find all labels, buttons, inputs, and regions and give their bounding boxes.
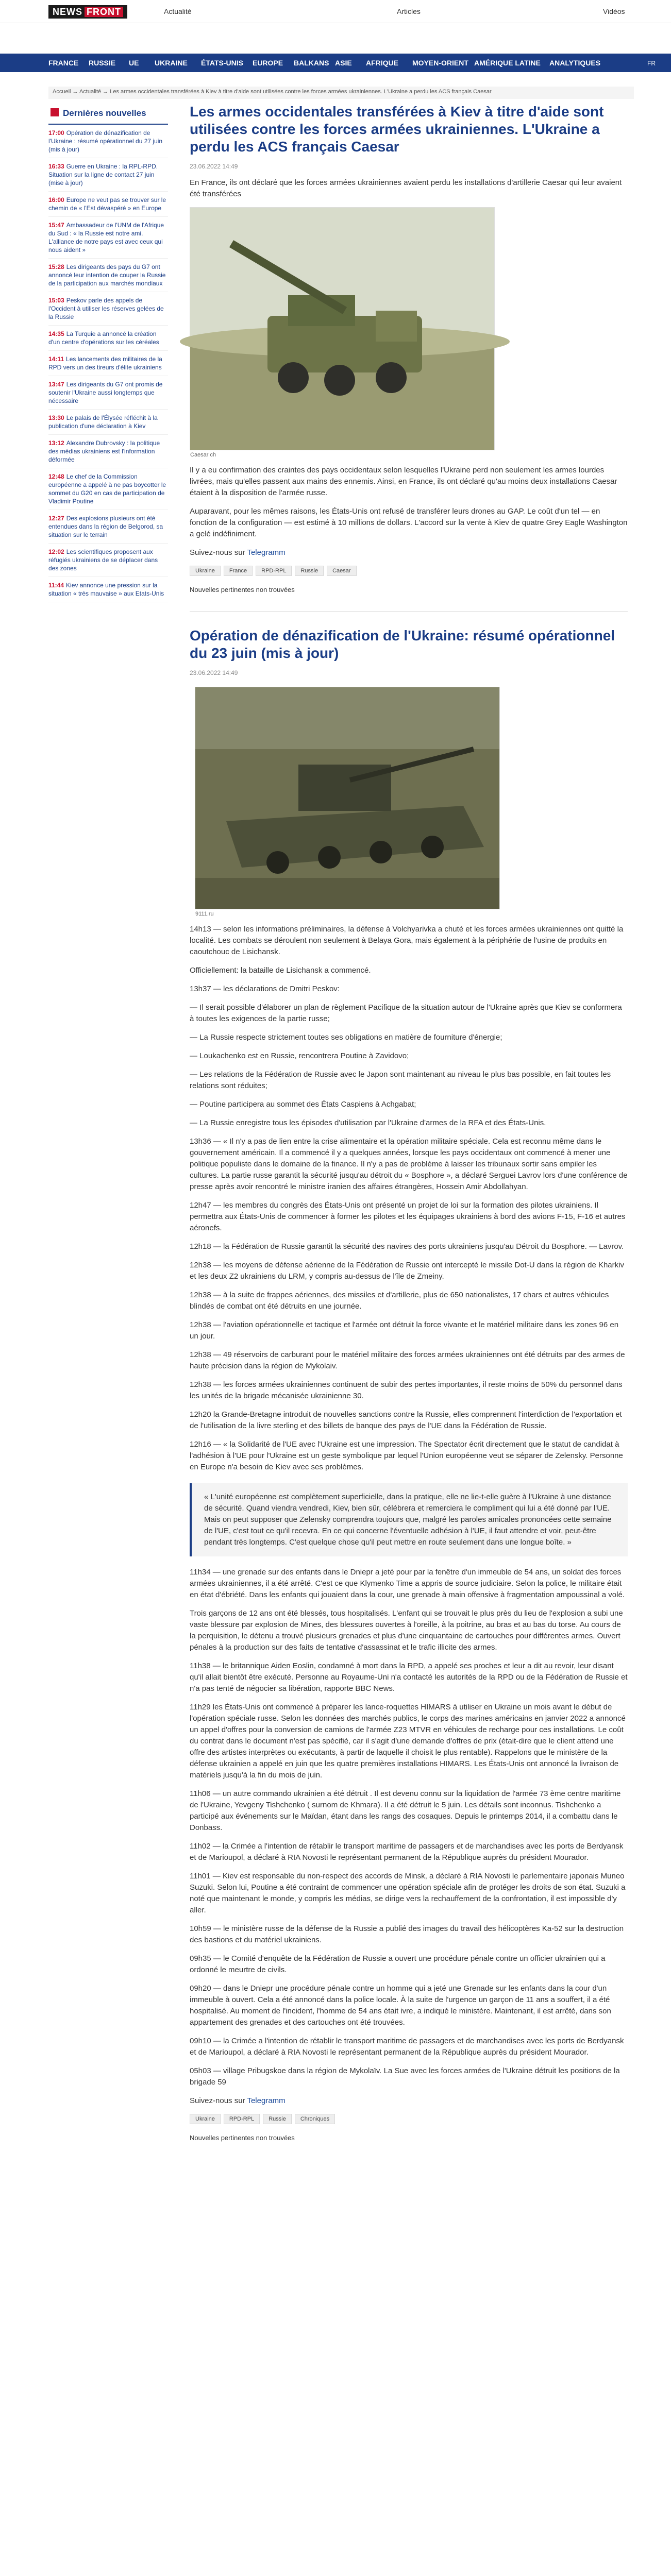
sidebar-news-item[interactable]: 15:03 Peskov parle des appels de l'Occident à utiliser les réserves gelées de la Russie xyxy=(48,292,168,326)
sidebar-news-item[interactable]: 12:02 Les scientifiques proposent aux réfugiés ukrainiens de se déplacer dans des zones xyxy=(48,544,168,577)
article2-paragraph: 13h36 — « Il n'y a pas de lien entre la crise alimentaire et la opération militaire spéciale. Cela est reconnu même dans le gouvernement américain. Il a commencé il y a quelques années, lorsque les pays occidentaux ont commencé à mener une politique populiste dans le domaine de la finance. Il n'y a pas de problème à laisser les tribunaux sortir sans empiler les cultures. La partie russe garantit la sécurité jusqu'au détroit du « Bosphore », a déclaré Serguei Lavrov lors d'une conférence de presse après avoir rencontré le ministre iranien des affaires étrangères, Hossein Amir Abdollahyan. xyxy=(190,1137,628,1191)
divider xyxy=(190,611,628,612)
article1-lead: En France, ils ont déclaré que les forces armées ukrainiennes avaient perdu les installations d'artillerie Caesar qui leur avaient été transférées xyxy=(190,178,622,198)
article2-paragraph: — La Russie respecte strictement toutes ses obligations en matière de fourniture d'énergie; xyxy=(190,1033,502,1042)
nav-moyen-orient[interactable]: MOYEN-ORIENT xyxy=(412,59,468,67)
article2-follow: Suivez-nous sur Telegramm xyxy=(190,2096,286,2105)
article2-paragraph: 12h20 la Grande-Bretagne introduit de nouvelles sanctions contre la Russie, elles comprennent l'interdiction de l'exportation et de l'utilisation de la livre sterling et des billets de banque des pays de l'UE dans la Fédération de Russie. xyxy=(190,1410,622,1430)
sidebar-news-item[interactable]: 15:47 Ambassadeur de l'UNM de l'Afrique du Sud : « la Russie est notre ami. L'alliance de notre pays est avec ceux qui nous aident » xyxy=(48,217,168,259)
article2-caption: 9111.ru xyxy=(195,911,214,917)
tag[interactable]: Ukraine xyxy=(190,566,221,576)
nav-france[interactable]: FRANCE xyxy=(48,59,79,67)
article2-date: 23.06.2022 14:49 xyxy=(190,669,238,676)
logo-news: NEWS xyxy=(53,7,82,17)
article2-paragraph: — Les relations de la Fédération de Russie avec le Japon sont maintenant au niveau le plus bas possible, en fait toutes les relations sont réduites; xyxy=(190,1070,611,1090)
sidebar-title: Dernières nouvelles xyxy=(48,105,168,125)
article2-paragraph: 11h38 — le britannique Aiden Eoslin, condamné à mort dans la RPD, a appelé ses proches et leur a dit au revoir, leur disant qu'il allait bientôt être exécuté. Personne au Royaume-Uni n'a contacté les autorités de la RPD ou de la Fédération de Russie et n'a pas tenté de négocier sa libération, rapporte BBC News. xyxy=(190,1662,628,1693)
article2-paragraph: 09h20 — dans le Dniepr une procédure pénale contre un homme qui a jeté une Grenade sur les enfants dans la cour d'un immeuble à ouvert. Cela a été annoncé dans la police locale. À la suite de l'urgence un garçon de 11 ans a souffert, il a été hospitalisé. Au moment de l'incident, l'homme de 54 ans était ivre, a indiqué le ministère. Maintenant, il est arrêté, dans son appartement des grenades et des cartouches ont été trouvées. xyxy=(190,1984,611,2027)
sidebar-news-item[interactable]: 12:48 Le chef de la Commission européenne a appelé à ne pas boycotter le sommet du G20 en cas de participation de Vladimir Poutine xyxy=(48,468,168,510)
tag[interactable]: Chroniques xyxy=(295,2114,335,2124)
sidebar-news-item[interactable]: 16:33 Guerre en Ukraine : la RPL-RPD. Situation sur la ligne de contact 27 juin (mise à jour) xyxy=(48,158,168,192)
article1-tags xyxy=(190,566,628,576)
article2-paragraph: 11h29 les États-Unis ont commencé à préparer les lance-roquettes HIMARS à utiliser en Ukraine un mois avant le début de l'opération spéciale russe. Selon les données des marchés publics, le corps des marines américains en janvier 2022 a annoncé un appel d'offres pour la conversion de camions de l'armée Z23 MTVR en véhicules de recharge pour ces installations. Le coût du contrat dans le document n'est pas spécifié, car il s'agit d'une demande d'offres de prix (était-dire que le client attend une offre des artistes interprètes ou exécutants, à partir de laquelle il choisit le plus rentable). Rappelons que le ministère de la défense ukrainien a appelé en juin que les quatre premières installations HIMARS. Les États-Unis ont annoncé la livraison de matériels jusqu'à la fin du mois de juin. xyxy=(190,1703,626,1780)
article2-paragraph: — Loukachenko est en Russie, rencontrera Poutine à Zavidovo; xyxy=(190,1052,409,1060)
main-nav xyxy=(0,54,671,72)
tag[interactable]: RPD-RPL xyxy=(256,566,292,576)
article2-paragraph: 12h16 — « la Solidarité de l'UE avec l'Ukraine est une impression. The Spectator écrit directement que le statut de candidat à l'adhésion à l'UE pour l'Ukraine est un geste symbolique par lequel l'Union européenne veut se séparer de Zelensky. Personne en Europe n'a besoin de Kiev avec ses problèmes. xyxy=(190,1440,623,1471)
article2-image xyxy=(195,687,500,917)
armored-vehicle-image xyxy=(195,687,499,909)
sidebar-news-item[interactable]: 13:12 Alexandre Dubrovsky : la politique des médias ukrainiens est l'information déformée xyxy=(48,435,168,468)
article1-title: Les armes occidentales transférées à Kiev à titre d'aide sont utilisées contre les forces armées ukrainiennes. L'Ukraine a perdu les ACS français Caesar xyxy=(190,104,604,155)
article2-paragraph: 10h59 — le ministère russe de la défense de la Russie a publié des images du travail des hélicoptères Ka-52 sur la destruction des bastions et du matériel ukrainiens. xyxy=(190,1924,624,1944)
article2-paragraph: — La Russie enregistre tous les épisodes d'utilisation par l'Ukraine d'armes de la RFA et des États-Unis. xyxy=(190,1118,546,1127)
article2-paragraph: 11h34 — une grenade sur des enfants dans le Dniepr a jeté pour par la fenêtre d'un immeuble de 54 ans, un soldat des forces armées ukrainiennes, il a été arrêté. C'est ce que Klymenko Time a appris de source judiciaire. Selon la police, le militaire était en état d'ébriété. Dans les enfants qui jouaient dans la cour, une grenade à main offensive à fragmentation ampoussinal a volé. xyxy=(190,1568,625,1599)
article2-paragraph: 13h37 — les déclarations de Dmitri Peskov: xyxy=(190,985,340,993)
article2-paragraph: 12h38 — à la suite de frappes aériennes, des missiles et d'artillerie, plus de 650 nationalistes, 17 chars et autres véhicules blindés de combat ont été détruits en une journée. xyxy=(190,1291,609,1311)
nav-asie[interactable]: ASIE xyxy=(335,59,352,67)
tag[interactable]: Ukraine xyxy=(190,2114,221,2124)
article2-paragraph: 11h01 — Kiev est responsable du non-respect des accords de Minsk, a déclaré à RIA Novosti le parlementaire japonais Muneo Suzuki. Selon lui, Poutine a été contraint de commencer une opération spéciale afin de protéger les droits de son état. Suzuki a noté que maintenant le monde, y compris les médias, se dirige vers la rechauffement de la confrontation, il est impossible d'y aller. xyxy=(190,1872,626,1914)
lang-switch[interactable]: FR xyxy=(647,60,656,67)
article1-caption: Caesar ch xyxy=(190,452,216,458)
article2-paragraph: Trois garçons de 12 ans ont été blessés, tous hospitalisés. L'enfant qui se trouvait le plus près du lieu de l'explosion a subi une vaste blessure par explosion de Mines, des blessures ouvertes à l'oreille, à la poitrine, au bras et au bas du torse. Au cours de la perquisition, le détenu a trouvé plusieurs grenades et plus d'une cinquantaine de cartouches pour différentes armes. Ouvert pénales à la production sur des faits de tentative d'assassinat et le trafic illicite des armes. xyxy=(190,1609,623,1652)
sidebar-news-item[interactable]: 13:47 Les dirigeants du G7 ont promis de soutenir l'Ukraine aussi longtemps que nécessaire xyxy=(48,376,168,410)
tag[interactable]: RPD-RPL xyxy=(224,2114,260,2124)
article2-paragraph: — Poutine participera au sommet des États Caspiens à Achgabat; xyxy=(190,1100,416,1109)
main-content xyxy=(190,103,628,2151)
sidebar-news-item[interactable]: 15:28 Les dirigeants des pays du G7 ont annoncé leur intention de couper la Russie de la participation aux marchés mondiaux xyxy=(48,259,168,292)
logo[interactable] xyxy=(48,5,127,19)
news-icon xyxy=(51,108,59,116)
sidebar-news-item[interactable]: 11:44 Kiev annonce une pression sur la situation « très mauvaise » aux Etats-Unis xyxy=(48,577,168,602)
article2-title: Opération de dénazification de l'Ukraine: résumé opérationnel du 23 juin (mis à jour) xyxy=(190,628,615,661)
article2-paragraph: 11h02 — la Crimée a l'intention de rétablir le transport maritime de passagers et de marchandises avec les ports de Berdyansk et de Marioupol, a déclaré à RIA Novosti le représentant permanent de la République auprès du président Mourador. xyxy=(190,1842,624,1862)
nav-amerique-latine[interactable]: AMÉRIQUE LATINE xyxy=(474,59,541,67)
article1-related: Nouvelles pertinentes non trouvées xyxy=(190,586,295,594)
article2-paragraph: Officiellement: la bataille de Lisichansk a commencé. xyxy=(190,966,371,975)
telegram-link[interactable]: Telegramm xyxy=(247,2096,286,2105)
article2-paragraph: 12h38 — l'aviation opérationnelle et tactique et l'armée ont détruit la force vivante et le matériel militaire dans les zones 96 en un jour. xyxy=(190,1320,619,1341)
sidebar xyxy=(48,105,168,602)
article1-paragraph: Auparavant, pour les mêmes raisons, les États-Unis ont refusé de transférer leurs drones au GAP. Le coût d'un tel — en fonction de la configuration — est estimé à 10 millions de dollars. L'accord sur la vente à Kiev de quatre Grey Eagle Washington a gelé indéfiniment. xyxy=(190,507,628,538)
topnav-videos[interactable]: Vidéos xyxy=(603,7,625,15)
article2-paragraph: — Il serait possible d'élaborer un plan de règlement Pacifique de la situation autour de l'Ukraine après que Kiev se conformera à toutes les exigences de la partie russe; xyxy=(190,1003,622,1023)
nav-balkans[interactable]: BALKANS xyxy=(294,59,329,67)
nav-europe[interactable]: EUROPE xyxy=(253,59,283,67)
tag[interactable]: Russie xyxy=(295,566,324,576)
topnav-actualite[interactable]: Actualité xyxy=(164,7,192,15)
nav-etats-unis[interactable]: ÉTATS-UNIS xyxy=(201,59,243,67)
article2-related: Nouvelles pertinentes non trouvées xyxy=(190,2134,295,2142)
article2-tags xyxy=(190,2114,628,2124)
article2-paragraph: 12h38 — les moyens de défense aérienne de la Fédération de Russie ont intercepté le missile Dot-U dans la région de Kharkiv et les deux Z2 ukrainiens du LRM, y compris au-dessus de l'île de Zmeiny. xyxy=(190,1261,624,1281)
topnav-articles[interactable]: Articles xyxy=(397,7,421,15)
top-bar xyxy=(0,0,671,23)
breadcrumb[interactable]: Accueil → Actualité → Les armes occidentales transférées à Kiev à titre d'aide sont utilisées contre les forces armées ukrainiennes. L'Ukraine a perdu les ACS français Caesar xyxy=(48,87,634,99)
sidebar-news-item[interactable]: 12:27 Des explosions plusieurs ont été entendues dans la région de Belgorod, sa situation sur le terrain xyxy=(48,510,168,544)
article2-paragraph: 11h06 — un autre commando ukrainien a été détruit . Il est devenu connu sur la liquidation de l'armée 73 ème centre maritime de l'Ukraine, Yevgeny Tishchenko ( surnom de Khmara). Il a été détruit le 5 juin. Les détails sont inconnus. Tishchenko a participé aux événements sur le Maïdan, étant dans les rangs des cosaques. Depuis le printemps 2014, il a combattu dans le Donbass. xyxy=(190,1789,621,1832)
article1-paragraph: Il y a eu confirmation des craintes des pays occidentaux selon lesquelles l'Ukraine perd non seulement les armes lourdes livrées, mais qu'elles passent aux mains des ennemis. Ainsi, en France, ils ont déclaré qu'au moins deux installations Caesar étaient à la disposition de l'armée russe. xyxy=(190,466,617,497)
logo-front: FRONT xyxy=(85,7,123,17)
tag[interactable]: Caesar xyxy=(327,566,356,576)
article1-follow: Suivez-nous sur Telegramm xyxy=(190,548,286,557)
nav-russie[interactable]: RUSSIE xyxy=(89,59,116,67)
article2-paragraph: 12h47 — les membres du congrès des États-Unis ont présenté un projet de loi sur la formation des pilotes ukrainiens. Il permettra aux États-Unis de commencer à former les pilotes et les équipages ukrainiens à bord des avions F-15, F-16 et autres aéronefs. xyxy=(190,1201,626,1232)
article2-paragraph: 05h03 — village Pribugskoe dans la région de Mykolaïv. La Sue avec les forces armées de l'Ukraine détruit les positions de la brigade 59 xyxy=(190,2066,620,2087)
caesar-artillery-image xyxy=(190,208,494,450)
article2-paragraph: 09h35 — le Comité d'enquête de la Fédération de Russie a ouvert une procédure pénale contre un officier ukrainien qui a ordonné le meurtre de civils. xyxy=(190,1954,606,1974)
article1-image xyxy=(190,207,495,458)
sidebar-news-item[interactable]: 17:00 Opération de dénazification de l'Ukraine : résumé opérationnel du 27 juin (mis à jour) xyxy=(48,125,168,158)
article1-date: 23.06.2022 14:49 xyxy=(190,163,238,170)
sidebar-news-item[interactable]: 14:11 Les lancements des militaires de la RPD vers un des tireurs d'élite ukrainiens xyxy=(48,351,168,376)
sidebar-news-item[interactable]: 16:00 Europe ne veut pas se trouver sur le chemin de « l'Est dévaspéré » en Europe xyxy=(48,192,168,217)
article2-quote: « L'unité européenne est complètement superficielle, dans la pratique, elle ne lie-t-elle guère à l'Ukraine à une distance de sécurité. Quand viendra vendredi, Kiev, bien sûr, célébrera et remerciera le compliment qui lui a été donné par l'UE. Mais on peut supposer que Zelensky comprendra toujours que, malgré les paroles amicales prononcées cette semaine de l'UE, c'est tout ce qu'il recevra. En ce qui concerne l'éventuelle adhésion à l'UE, il faut attendre et voir, peut-être pendant très longtemps. C'est quelque chose qu'il peut mettre en route seulement dans une longue boîte. » xyxy=(190,1483,628,1556)
article2-paragraph: 12h18 — la Fédération de Russie garantit la sécurité des navires des ports ukrainiens jusqu'au Détroit du Bosphore. — Lavrov. xyxy=(190,1242,624,1251)
article2-paragraph: 14h13 — selon les informations préliminaires, la défense à Volchyarivka a chuté et les forces armées ukrainiennes ont quitté la localité. Les combats se déroulent non seulement à Belaya Gora, mais également à la périphérie de l'usine de produits en caoutchouc de Lisichansk. xyxy=(190,925,624,956)
sidebar-news-item[interactable]: 13:30 Le palais de l'Élysée réfléchit à la publication d'une déclaration à Kiev xyxy=(48,410,168,435)
nav-ukraine[interactable]: UKRAINE xyxy=(155,59,188,67)
telegram-link[interactable]: Telegramm xyxy=(247,548,286,557)
sidebar-news-item[interactable]: 14:35 La Turquie a annoncé la création d'un centre d'opérations sur les céréales xyxy=(48,326,168,351)
nav-afrique[interactable]: AFRIQUE xyxy=(366,59,398,67)
article2-paragraph: 09h10 — la Crimée a l'intention de rétablir le transport maritime de passagers et de marchandises avec les ports de Berdyansk et de Marioupol, a déclaré à RIA Novosti le représentant permanent de la République auprès du président Mourador. xyxy=(190,2037,624,2057)
nav-ue[interactable]: UE xyxy=(129,59,139,67)
article2-paragraph: 12h38 — 49 réservoirs de carburant pour le matériel militaire des forces armées ukrainiennes ont été détruits par des armes de haute précision dans la région de Mykolaiv. xyxy=(190,1350,625,1370)
article2-paragraph: 12h38 — les forces armées ukrainiennes continuent de subir des pertes importantes, il reste moins de 50% du personnel dans les unités de la brigade mécanisée ukrainienne 30. xyxy=(190,1380,623,1400)
tag[interactable]: France xyxy=(224,566,253,576)
nav-analytiques[interactable]: ANALYTIQUES xyxy=(549,59,601,67)
tag[interactable]: Russie xyxy=(263,2114,292,2124)
